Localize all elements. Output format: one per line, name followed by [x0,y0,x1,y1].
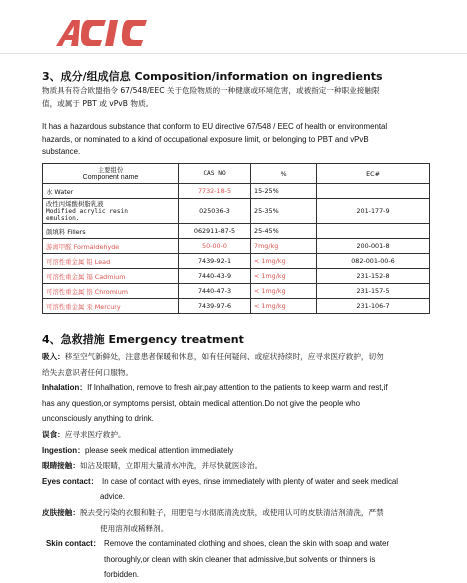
skin-en-row-2: thoroughly,or clean with skin cleaner that admissive,but solvents or thinners is [104,554,376,564]
cell-cas: 7732-18-5 [179,184,251,199]
cell-name [43,199,179,224]
skin-cn-row [42,505,432,521]
section-3-cn-line: 值，或属于 PBT 或 vPvB 物质。 [42,98,154,108]
cell-ec: 231-157-5 [317,284,430,299]
eye-en-label: Eyes contact： [42,476,99,486]
acic-logo [50,16,160,50]
header-component-en: Component name [82,173,139,181]
inhale-en-row-2: has any question,or symptoms persist, obtain medical attention.Do not give the people who [42,398,360,408]
inhale-cn-text: 移至空气新鲜处，注意患者保暖和休息，如有任何疑问、或症状持续时，应寻求医疗救护，切勿 [64,352,384,361]
skin-en-label: Skin contact： [46,539,101,549]
ingest-en-row [42,443,432,459]
ingest-cn-row [42,427,432,443]
cell-percent: < 1mg/kg [251,299,317,314]
cell-ec [317,224,430,239]
section-4-body [42,349,432,583]
cell-cas: 025036-3 [179,199,251,224]
cell-name-line: 改性丙烯酸树脂乳液 [46,199,104,208]
skin-cn-label: 皮肤接触： [42,507,80,517]
inhale-cn-label: 吸入： [42,352,65,361]
inhale-cn-row [42,349,432,365]
section-3-cn-line: 物质具有符合欧盟指令 67/548/EEC 关于危险物质的一种健康或环境危害，或被指定一种职业接触限 [42,86,380,95]
section-3-en-line: substance. [42,147,81,157]
table-row [43,299,430,314]
inhale-en-label: Inhalation： [42,383,88,393]
skin-cn-text: 脱去受污染的衣服和鞋子，用肥皂与水彻底清洗皮肤，或使用认可的皮肤清洁剂清洗，严禁 [79,507,384,517]
table-row [43,224,430,239]
table-row [43,254,430,269]
cell-name: 可溶性重金属 铬 Chromium [43,284,179,299]
cell-name: 可溶性重金属 汞 Mercury [43,299,179,314]
cell-percent: < 1mg/kg [251,284,317,299]
skin-en-text: Remove the contaminated clothing and shoes, clean the skin with soap and water [104,539,390,549]
eye-cn-text: 如沾及眼睛，立即用大量清水冲洗，并尽快就医诊治。 [79,461,263,471]
section-4-heading: 4、急救措施 Emergency treatment [42,333,244,346]
cell-cas: 7439-92-1 [179,254,251,269]
cell-percent: 7mg/kg [251,239,317,254]
table-row [43,239,430,254]
inhale-en-row-3: unconsciously anything to drink. [42,414,154,424]
cell-name-line: emulsion. [46,214,80,222]
cell-cas: 7439-97-6 [179,299,251,314]
cell-percent: < 1mg/kg [251,254,317,269]
section-3-heading: 3、成分/组成信息 Composition/information on ingredients [42,70,383,83]
eye-cn-row [42,458,432,474]
inhale-en-text: If Inhalhation, remove to fresh air,pay attention to the patients to keep warm and rest,if [87,383,388,393]
cell-cas: 7440-43-9 [179,269,251,284]
cell-name: 可溶性重金属 铅 Lead [43,254,179,269]
cell-cas: 062911-87-5 [179,224,251,239]
cell-ec: 231-152-8 [317,269,430,284]
header-component-cn: 主要组份 [97,165,124,174]
skin-cn-row-2: 使用溶剂或稀释剂。 [100,523,169,533]
cell-cas: 7440-47-3 [179,284,251,299]
table-row [43,184,430,199]
table-header-row [43,164,430,184]
cell-percent: < 1mg/kg [251,269,317,284]
table-row [43,269,430,284]
skin-en-row [42,536,432,552]
skin-en-row-3: forbidden. [104,570,140,580]
cell-name: 游离甲醛 Formaldehyde [43,239,179,254]
cell-ec [317,184,430,199]
table-row [43,199,430,224]
ingest-en-text: please seek medical attention immediately [84,445,234,455]
inhale-cn-row-2: 给失去意识者任何口服物。 [42,367,134,377]
header-ec: EC# [317,164,430,184]
composition-table [42,163,430,314]
header-component [43,164,179,184]
section-3-en-line: hazards, or nominated to a kind of occupational exposure limit, or belonging to PBT and vPvB [42,134,369,144]
eye-en-text: In case of contact with eyes, rinse immediately with plenty of water and seek medical [102,476,399,486]
cell-ec: 082-001-00-6 [317,254,430,269]
eye-en-row [42,474,432,490]
cell-ec: 200-001-8 [317,239,430,254]
table-row [43,284,430,299]
eye-cn-label: 眼睛接触： [42,461,80,471]
cell-name: 水 Water [43,184,179,199]
acic-logo-mark [50,16,160,50]
section-3-cn-text [42,85,432,110]
header-divider [0,53,467,54]
header-cas: CAS NO [179,164,251,184]
cell-name: 可溶性重金属 镉 Cadmium [43,269,179,284]
ingest-cn-label: 误食： [42,429,65,439]
ingest-en-label: Ingestion： [42,445,85,455]
ingest-cn-text: 应寻求医疗救护。 [64,429,126,439]
cell-name: 颜填料 Fillers [43,224,179,239]
section-3-en-text [42,121,432,159]
cell-name-line: Modified acrylic resin [46,207,128,215]
cell-percent: 25-35% [251,199,317,224]
inhale-en-row [42,380,432,396]
cell-cas: 50-00-0 [179,239,251,254]
cell-percent: 25-45% [251,224,317,239]
eye-en-row-2: advice. [100,492,126,502]
cell-ec: 201-177-9 [317,199,430,224]
cell-percent: 15-25% [251,184,317,199]
header-percent: % [251,164,317,184]
section-3-en-line: It has a hazardous substance that conform to EU directive 67/548 / EEC of health or environmental [42,122,388,131]
cell-ec: 231-106-7 [317,299,430,314]
